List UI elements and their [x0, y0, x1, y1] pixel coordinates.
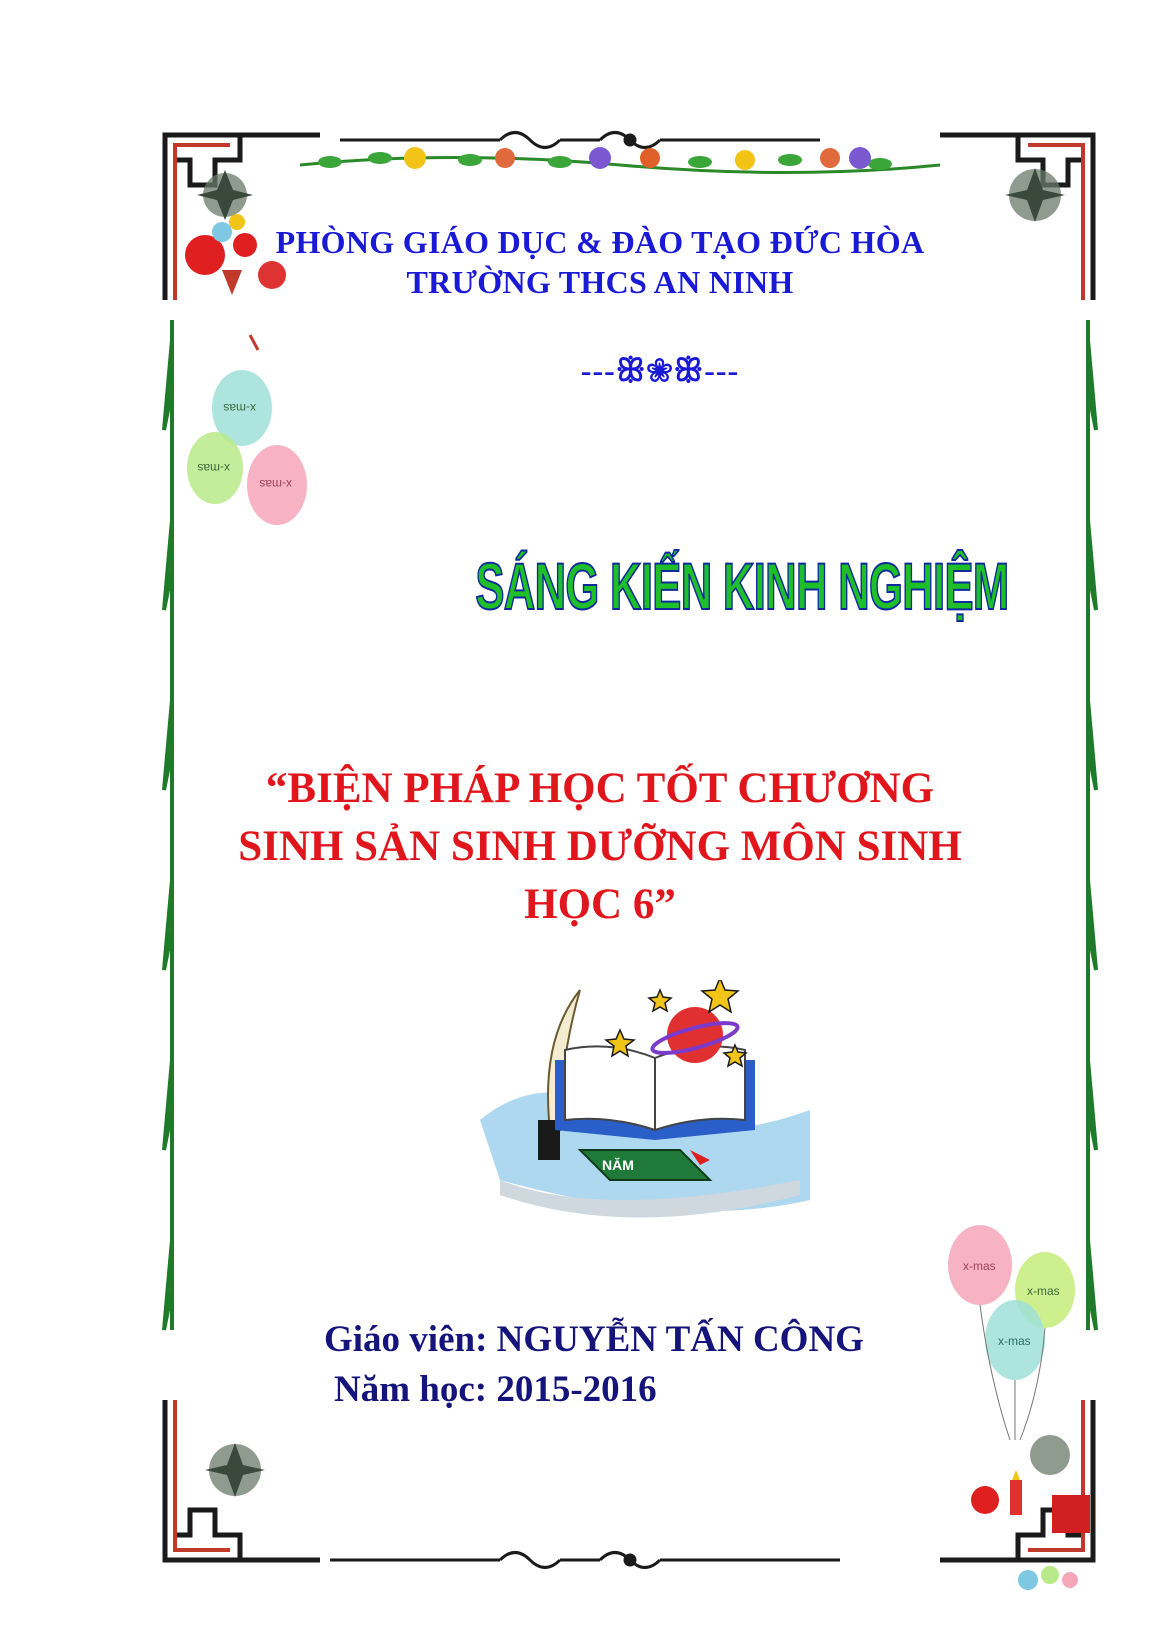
title-line-1: “BIỆN PHÁP HỌC TỐT CHƯƠNG [265, 765, 935, 812]
top-scroll-ornament [340, 133, 820, 148]
book-spine-label: NĂM [602, 1157, 634, 1173]
poinsettia-bottom-right [1030, 1435, 1070, 1475]
document-title [200, 760, 1000, 934]
book-illustration [480, 980, 840, 1230]
poinsettia-bottom-left [205, 1443, 265, 1497]
xmas-balloons-right [948, 1225, 1075, 1440]
divider-ornament: ---ꕥ❀ꕥ--- [580, 352, 740, 388]
school-year: Năm học: 2015-2016 [334, 1369, 657, 1410]
poinsettia-top-right [1005, 168, 1065, 222]
right-vine [1088, 320, 1096, 1330]
egg-label: x-mas [223, 401, 256, 415]
top-flower-vine [300, 147, 940, 173]
left-vine [164, 320, 172, 1330]
svg-text:x-mas: x-mas [963, 1259, 996, 1273]
svg-text:x-mas: x-mas [998, 1334, 1031, 1348]
svg-text:x-mas: x-mas [197, 461, 230, 475]
poinsettia-top-left [197, 170, 253, 220]
open-book-icon [555, 1046, 755, 1140]
teacher-name: Giáo viên: NGUYỄN TẤN CÔNG [324, 1319, 864, 1360]
title-line-2: SINH SẢN SINH DƯỠNG MÔN SINH [238, 823, 962, 870]
christmas-ornament-bottom-right [971, 1470, 1090, 1590]
svg-text:x-mas: x-mas [1027, 1284, 1060, 1298]
svg-text:x-mas: x-mas [259, 477, 292, 491]
main-heading: SÁNG KIẾN KINH NGHIỆM [475, 549, 1009, 623]
bottom-scroll-ornament [330, 1553, 840, 1568]
easter-eggs-left [187, 335, 307, 525]
title-line-3: HỌC 6” [524, 881, 676, 928]
school-department-heading: PHÒNG GIÁO DỤC & ĐÀO TẠO ĐỨC HÒA [275, 224, 925, 260]
school-name-heading: TRƯỜNG THCS AN NINH [406, 264, 794, 300]
